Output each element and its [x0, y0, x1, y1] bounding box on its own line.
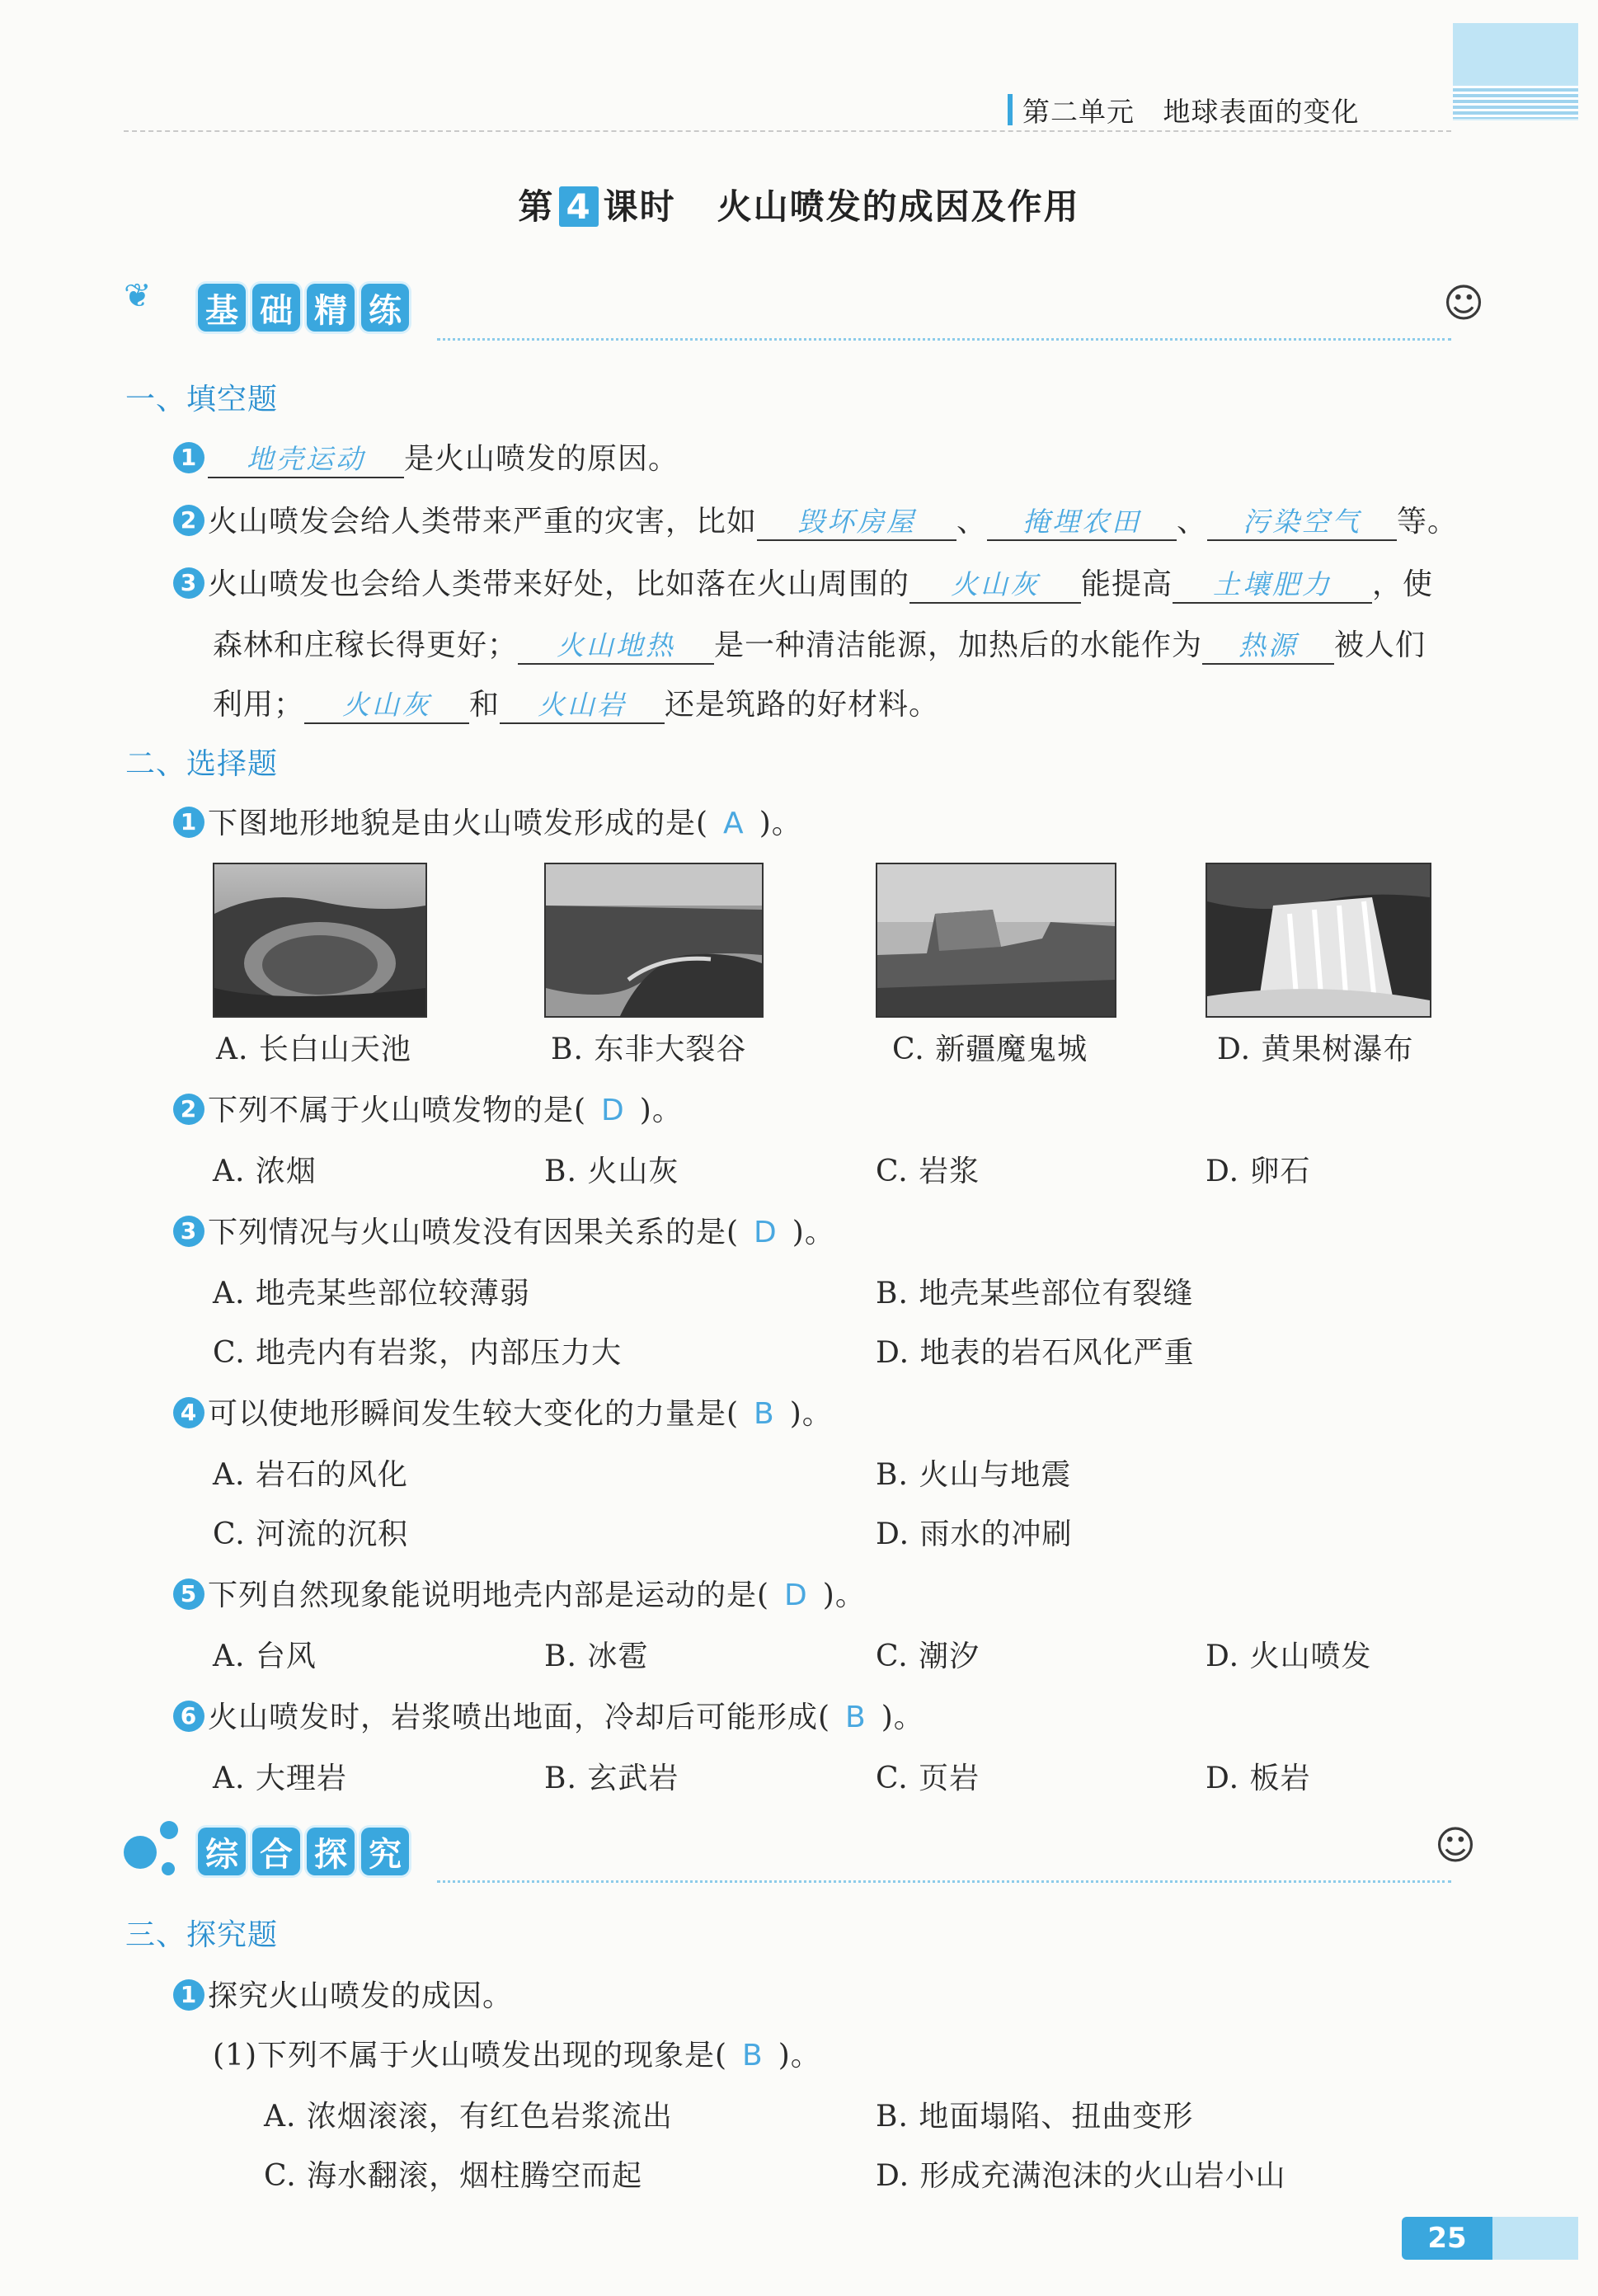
question-close: )。 — [778, 2039, 821, 2073]
choice-answer: B — [754, 1397, 775, 1431]
header-corner-stripes — [1453, 86, 1578, 119]
question-text: 火山喷发也会给人类带来好处，比如落在火山周围的 — [208, 567, 910, 601]
choice-answer: B — [742, 2039, 764, 2073]
question-number-badge: 2 — [173, 505, 204, 536]
question-close: )。 — [639, 1094, 683, 1127]
question-number-badge: 1 — [173, 807, 204, 838]
separator: 、 — [1177, 505, 1208, 539]
choice-question-5 — [173, 1572, 866, 1614]
lesson-title — [0, 180, 1598, 229]
photo-caption-a: A. 长白山天池 — [216, 1033, 411, 1066]
question-stem: 下列自然现象能说明地壳内部是运动的是( — [208, 1578, 770, 1612]
choice-answer: D — [754, 1216, 778, 1249]
question-text: 火山喷发会给人类带来严重的灾害，比如 — [208, 505, 758, 539]
option: A. 大理岩 — [213, 1762, 347, 1795]
question-stem: 下列情况与火山喷发没有因果关系的是( — [208, 1216, 740, 1249]
option: C. 河流的沉积 — [213, 1517, 409, 1551]
section-banner-explore — [198, 1828, 409, 1875]
option: D. 卵石 — [1206, 1155, 1311, 1188]
question-close: )。 — [789, 1397, 833, 1431]
question-text: 森林和庄稼长得更好； — [213, 628, 519, 662]
option: B. 地面塌陷、扭曲变形 — [876, 2100, 1194, 2134]
explore-question-1 — [173, 1973, 513, 2015]
section-heading-explore: 三、探究题 — [125, 1918, 279, 1952]
answer-blank: 火山灰 — [909, 563, 1081, 604]
question-close: )。 — [881, 1701, 924, 1734]
option: D. 雨水的冲刷 — [876, 1517, 1073, 1551]
question-number-badge: 1 — [173, 1979, 204, 2011]
banner-char: 基 — [198, 284, 246, 332]
question-close: )。 — [759, 807, 802, 840]
option: D. 板岩 — [1206, 1762, 1311, 1795]
answer-blank: 火山地热 — [518, 624, 714, 665]
choice-question-6 — [173, 1694, 924, 1736]
fill-question-3-line-3 — [213, 681, 939, 724]
header-unit: 第二单元 — [1022, 96, 1135, 128]
question-number-badge: 4 — [173, 1397, 204, 1428]
question-text: 是火山喷发的原因。 — [404, 442, 679, 476]
option: C. 页岩 — [876, 1762, 980, 1795]
question-number-badge: 1 — [173, 442, 204, 473]
header-accent-bar — [1008, 94, 1013, 125]
fill-question-1 — [173, 435, 679, 478]
question-stem: (1)下列不属于火山喷发出现的现象是( — [213, 2039, 728, 2073]
photo-changbaishan-tianchi — [213, 863, 427, 1018]
page-number: 25 — [1402, 2217, 1492, 2260]
answer-blank: 毁坏房屋 — [757, 501, 956, 541]
title-suffix: 课时 — [603, 186, 676, 227]
question-stem: 可以使地形瞬间发生较大变化的力量是( — [208, 1397, 740, 1431]
answer-blank: 掩埋农田 — [987, 501, 1177, 541]
banner-char: 练 — [361, 284, 409, 332]
photo-caption-b: B. 东非大裂谷 — [551, 1033, 747, 1066]
question-text: ，使 — [1372, 567, 1434, 601]
photo-caption-d: D. 黄果树瀑布 — [1217, 1033, 1414, 1066]
question-text: 和 — [469, 688, 501, 722]
choice-answer: D — [784, 1578, 808, 1612]
choice-question-3 — [173, 1209, 835, 1251]
option: D. 形成充满泡沫的火山岩小山 — [876, 2159, 1286, 2193]
question-stem: 探究火山喷发的成因。 — [208, 1979, 514, 2013]
option: A. 浓烟滚滚，有红色岩浆流出 — [264, 2100, 673, 2134]
page-number-bar — [1492, 2217, 1578, 2260]
explore-subquestion-1 — [213, 2032, 821, 2074]
choice-question-1 — [173, 800, 802, 842]
option: B. 火山灰 — [544, 1155, 679, 1188]
banner-char: 探 — [307, 1828, 355, 1875]
sprout-icon: ❦ — [124, 277, 152, 315]
question-stem: 下图地形地貌是由火山喷发形成的是( — [208, 807, 709, 840]
header-chapter: 地球表面的变化 — [1163, 96, 1360, 128]
option: C. 地壳内有岩浆，内部压力大 — [213, 1336, 623, 1370]
question-close: )。 — [792, 1216, 835, 1249]
question-text: 利用； — [213, 688, 305, 722]
photo-xinjiang-ghost-city — [876, 863, 1116, 1018]
option: A. 浓烟 — [213, 1155, 317, 1188]
answer-blank: 土壤肥力 — [1173, 563, 1372, 604]
section-banner-basic — [198, 284, 409, 332]
option: A. 地壳某些部位较薄弱 — [213, 1277, 530, 1310]
fill-question-3-line-2 — [213, 622, 1426, 665]
choice-answer: B — [845, 1701, 867, 1734]
cartoon-kid-icon: ☺ — [1435, 1823, 1477, 1869]
separator: 、 — [956, 505, 988, 539]
option: A. 台风 — [213, 1640, 317, 1673]
photo-caption-c: C. 新疆魔鬼城 — [892, 1033, 1088, 1066]
answer-blank: 热源 — [1202, 624, 1334, 665]
option: D. 火山喷发 — [1206, 1640, 1372, 1673]
option: B. 冰雹 — [544, 1640, 649, 1673]
section-heading-choice: 二、选择题 — [125, 747, 279, 781]
option: A. 岩石的风化 — [213, 1458, 408, 1492]
fill-question-2 — [173, 498, 1458, 541]
lesson-number-badge: 4 — [559, 186, 598, 227]
photo-east-africa-rift — [544, 863, 764, 1018]
title-topic: 火山喷发的成因及作用 — [717, 186, 1080, 227]
question-text: 被人们 — [1334, 628, 1426, 662]
option: C. 岩浆 — [876, 1155, 980, 1188]
choice-question-2 — [173, 1087, 683, 1129]
option: B. 地壳某些部位有裂缝 — [876, 1277, 1194, 1310]
question-number-badge: 5 — [173, 1578, 204, 1610]
banner-char: 究 — [361, 1828, 409, 1875]
banner-char: 合 — [252, 1828, 300, 1875]
question-text: 等。 — [1397, 505, 1459, 539]
banner-char: 综 — [198, 1828, 246, 1875]
option: D. 地表的岩石风化严重 — [876, 1336, 1195, 1370]
question-text: 还是筑路的好材料。 — [665, 688, 940, 722]
option: C. 海水翻滚，烟柱腾空而起 — [264, 2159, 643, 2193]
bubbles-icon — [124, 1818, 190, 1884]
fill-question-3-line-1 — [173, 561, 1433, 604]
answer-blank: 火山灰 — [304, 684, 469, 724]
question-text: 是一种清洁能源，加热后的水能作为 — [714, 628, 1203, 662]
answer-blank: 火山岩 — [500, 684, 665, 724]
cartoon-kid-icon: ☺ — [1443, 280, 1485, 327]
option: B. 火山与地震 — [876, 1458, 1072, 1492]
banner-char: 础 — [252, 284, 300, 332]
section-heading-fill: 一、填空题 — [125, 383, 279, 416]
title-prefix: 第 — [518, 186, 555, 227]
choice-question-4 — [173, 1390, 833, 1433]
header-divider — [124, 130, 1451, 132]
choice-answer: A — [723, 807, 745, 840]
banner-char: 精 — [307, 284, 355, 332]
question-text: 能提高 — [1081, 567, 1173, 601]
choice-answer: D — [601, 1094, 625, 1127]
question-stem: 下列不属于火山喷发物的是( — [208, 1094, 587, 1127]
option: C. 潮汐 — [876, 1640, 980, 1673]
question-close: )。 — [822, 1578, 866, 1612]
banner-divider — [437, 338, 1451, 341]
running-header — [1022, 91, 1359, 129]
option: B. 玄武岩 — [544, 1762, 679, 1795]
answer-blank: 污染空气 — [1207, 501, 1397, 541]
question-number-badge: 3 — [173, 567, 204, 599]
question-number-badge: 3 — [173, 1216, 204, 1247]
question-number-badge: 2 — [173, 1094, 204, 1125]
question-number-badge: 6 — [173, 1701, 204, 1732]
question-stem: 火山喷发时，岩浆喷出地面，冷却后可能形成( — [208, 1701, 831, 1734]
banner-divider — [437, 1880, 1451, 1883]
answer-blank: 地壳运动 — [208, 438, 404, 478]
photo-huangguoshu-waterfall — [1206, 863, 1431, 1018]
